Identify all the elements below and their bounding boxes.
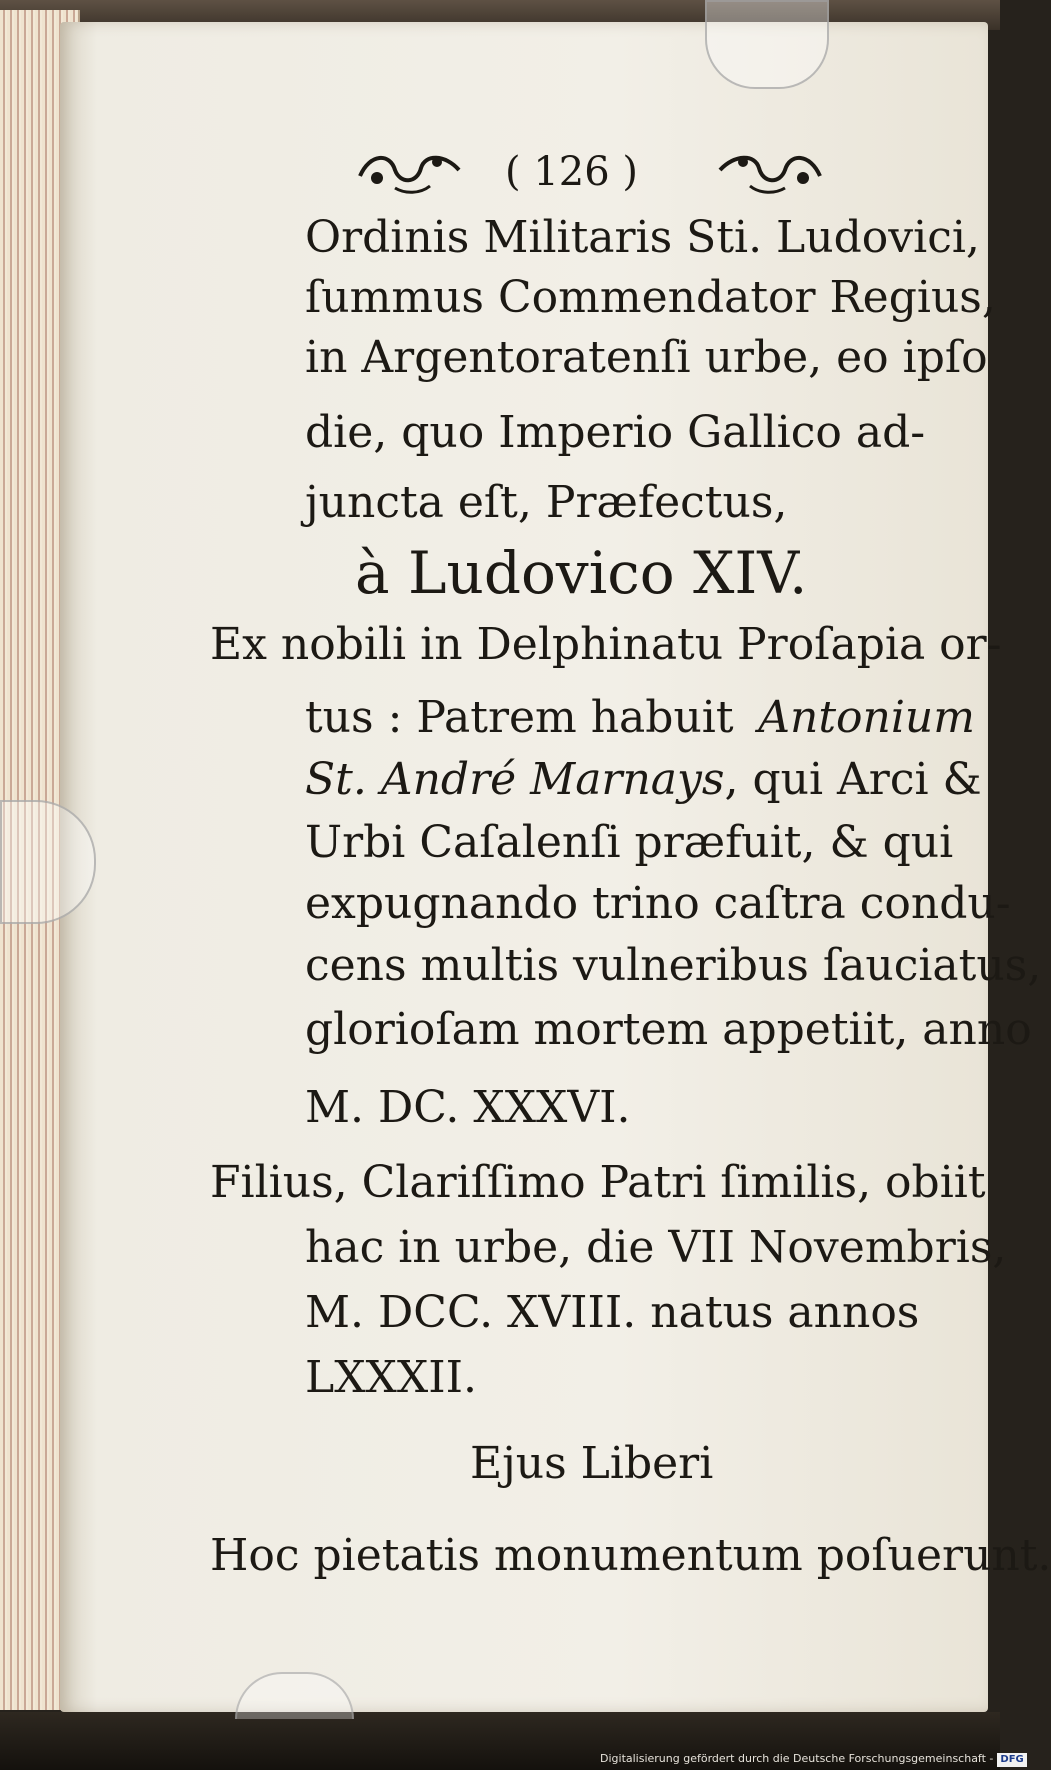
ornament-left-icon xyxy=(355,148,465,196)
text-line: hac in urbe, die VII Novembris, xyxy=(305,1222,1007,1273)
text-span: , qui Arci & xyxy=(724,754,982,805)
text-span: M. DCC. XVIII. natus annos xyxy=(305,1287,920,1338)
text-line: in Argentoratenſi urbe, eo ipſo xyxy=(305,332,988,383)
text-line xyxy=(305,1285,965,1341)
text-line-heading: à Ludovico XIV. xyxy=(355,539,808,607)
text-line: LXXXII. xyxy=(305,1352,477,1403)
digitization-credit xyxy=(600,1750,1024,1768)
text-line xyxy=(305,752,982,808)
text-span: tus : Patrem habuit xyxy=(305,692,734,743)
text-line: cens multis vulneribus ſauciatus, xyxy=(305,940,1042,991)
page-number: ( 126 ) xyxy=(505,149,638,195)
text-span-italic: Antonium xyxy=(758,692,975,743)
text-span-italic: St. André Marnays xyxy=(305,754,725,805)
text-line: Ex nobili in Delphinatu Proſapia or- xyxy=(210,619,1002,670)
credit-text: Digitalisierung gefördert durch die Deutsche Forschungsgemeinschaft - xyxy=(600,1752,994,1765)
text-line: M. DC. XXXVI. xyxy=(305,1082,631,1133)
text-line: Urbi Caſalenſi præfuit, & qui xyxy=(305,817,954,868)
text-line: die, quo Imperio Gallico ad- xyxy=(305,407,926,458)
text-line: juncta eſt, Præfectus, xyxy=(305,477,788,528)
text-line: Hoc pietatis monumentum poſuerunt. xyxy=(210,1530,1051,1581)
text-line: Ordinis Militaris Sti. Ludovici, xyxy=(305,212,980,263)
dfg-logo: DFG xyxy=(997,1753,1026,1767)
text-line: expugnando trino caſtra condu- xyxy=(305,878,1011,929)
text-line: Filius, Clariſſimo Patri ſimilis, obiit xyxy=(210,1157,986,1208)
text-line xyxy=(305,690,975,746)
ornament-right-icon xyxy=(715,148,825,196)
text-line: glorioſam mortem appetiit, anno xyxy=(305,1004,1032,1055)
text-line-centered: Ejus Liberi xyxy=(470,1438,714,1489)
page-header xyxy=(355,140,835,204)
text-line: ſummus Commendator Regius, xyxy=(305,272,996,323)
